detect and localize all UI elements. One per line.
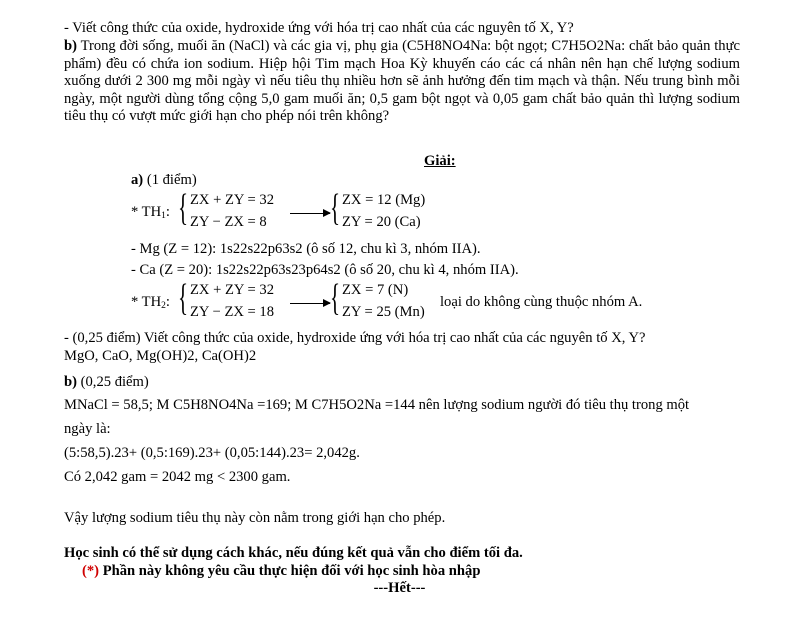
conclusion-line: Vậy lượng sodium tiêu thụ này còn nằm trong giới hạn cho phép.: [64, 510, 446, 526]
oxide-question-line: - (0,25 điểm) Viết công thức của oxide, hydroxide ứng với hóa trị cao nhất của các nguyên tố X, Y?: [64, 330, 646, 346]
molar-mass-line: MNaCl = 58,5; M C5H8NO4Na =169; M C7H5O2Na =144 nên lượng sodium người đó tiêu thụ trong một: [64, 397, 690, 413]
th1-eq1: ZX + ZY = 32: [190, 192, 275, 208]
th2-right-brace: {: [330, 277, 341, 319]
part-a-label: a): [131, 172, 144, 188]
oxide-answer: MgO, CaO, Mg(OH)2, Ca(OH)2: [64, 348, 257, 364]
asterisk-mark: (*): [82, 563, 100, 579]
part-b-points: (0,25 điểm): [80, 374, 149, 390]
question-b-label: b): [64, 38, 77, 54]
part-b-label: b): [64, 374, 77, 390]
th1-arrow-icon: [290, 213, 330, 214]
th1-system: [190, 189, 274, 233]
th1-right-brace: {: [330, 187, 341, 229]
inclusion-note-text: Phần này không yêu cầu thực hiện đối với học sinh hòa nhập: [102, 563, 481, 579]
ca-config-line: - Ca (Z = 20): 1s22s22p63s23p64s2 (ô số 20, chu kì 4, nhóm IIA).: [131, 262, 519, 278]
question-line: - Viết công thức của oxide, hydroxide ứng với hóa trị cao nhất của các nguyên tố X, Y?: [64, 20, 574, 36]
end-marker: ---Hết---: [373, 580, 426, 596]
th1-left-brace: {: [178, 187, 189, 229]
th2-label: * $TH_2$:: [131, 294, 170, 311]
th2-arrow-icon: [290, 303, 330, 304]
th1-eq2: ZY − ZX = 8: [190, 214, 267, 230]
th2-res1: ZX = 7 (N): [342, 282, 409, 298]
mg-config-line: - Mg (Z = 12): 1s22s22p63s2 (ô số 12, chu kì 3, nhóm IIA).: [131, 241, 481, 257]
th2-system: [190, 279, 274, 323]
question-b-text: Trong đời sống, muối ăn (NaCl) và các gia vị, phụ gia (C5H8NO4Na: bột ngọt; C7H5O2Na: chất bảo quản thực phẩm) đều có chứa ion sodium. Hiệp hội Tim mạch Hoa Kỳ khuyến cáo các cá nhân nên hạn chế lượng sodium xuống dưới 2 300 mg mỗi ngày vì nếu tiêu thụ nhiều hơn sẽ ảnh hưởng đến tim mạch và thận. Nếu trung bình mỗi ngày, một người dùng tổng cộng 5,0 gam muối ăn; 0,5 gam bột ngọt và 0,05 gam chất bảo quản thì lượng sodium tiêu thụ có vượt mức giới hạn cho phép nói trên không?: [64, 38, 740, 125]
alternative-method-note: Học sinh có thể sử dụng cách khác, nếu đúng kết quả vẫn cho điểm tối đa.: [64, 545, 523, 561]
th2-res2: ZY = 25 (Mn): [342, 304, 425, 320]
th2-result: [342, 279, 425, 323]
th1-res1: ZX = 12 (Mg): [342, 192, 426, 208]
th2-eq2: ZY − ZX = 18: [190, 304, 275, 320]
solution-title: Giải:: [424, 153, 456, 169]
part-b-header: [64, 374, 149, 391]
th2-note: loại do không cùng thuộc nhóm A.: [440, 294, 643, 310]
th1-label: * $TH_1$:: [131, 204, 170, 221]
th2-eq1: ZX + ZY = 32: [190, 282, 275, 298]
th2-left-brace: {: [178, 277, 189, 319]
result-line: Có 2,042 gam = 2042 mg < 2300 gam.: [64, 469, 291, 485]
th1-res2: ZY = 20 (Ca): [342, 214, 421, 230]
inclusion-note: [82, 563, 480, 580]
calculation-line: (5:58,5).23+ (0,5:169).23+ (0,05:144).23= 2,042g.: [64, 445, 360, 461]
question-b-paragraph: [64, 38, 740, 126]
part-a-points: (1 điểm): [146, 172, 197, 188]
molar-mass-line-2: ngày là:: [64, 421, 111, 437]
th1-result: [342, 189, 425, 233]
